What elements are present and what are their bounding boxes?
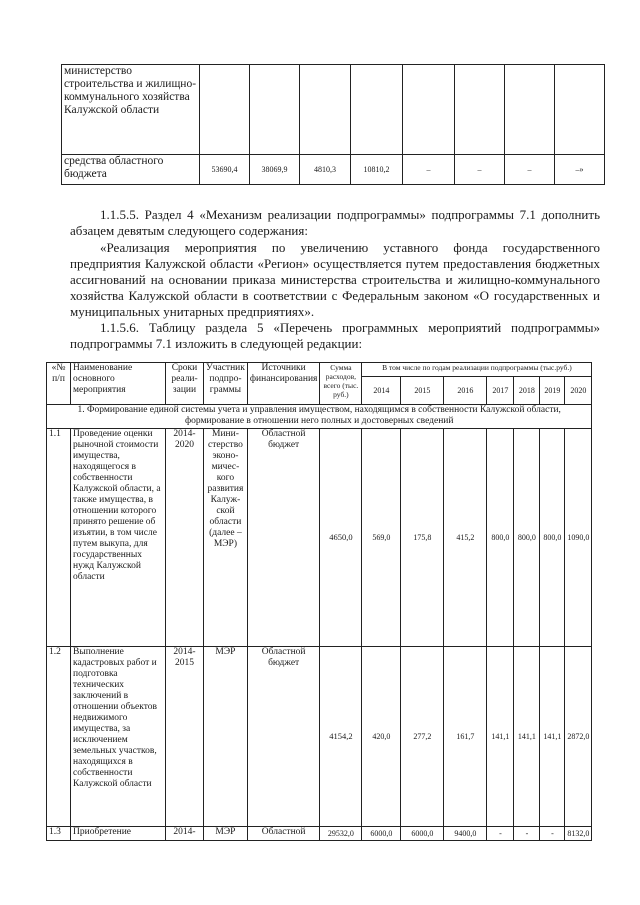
row-year-value: 1090,0 xyxy=(565,429,592,647)
row-participant: МЭР xyxy=(204,647,248,827)
table-row xyxy=(62,155,605,185)
row-num: 1.3 xyxy=(47,827,71,841)
row-year-value: 800,0 xyxy=(487,429,514,647)
header-year: 2016 xyxy=(444,377,487,405)
row-year-value: - xyxy=(540,827,565,841)
row-year-value: - xyxy=(514,827,540,841)
row-name: Проведение оценки рыночной стоимости имущества, находящегося в собственности Калужской области, а также имущества, в отношении которого принято решение об изъятии, в том числе путем выкупа, для государственных нужд Калужской области xyxy=(71,429,166,647)
paragraph-1: 1.1.5.5. Раздел 4 «Механизм реализации подпрограммы» подпрограммы 7.1 дополнить абзацем девятым следующего содержания: xyxy=(70,207,600,238)
section-row xyxy=(47,405,592,429)
row-year-value: 9400,0 xyxy=(444,827,487,841)
table-cell: 10810,2 xyxy=(351,155,403,185)
row-year-value: 6000,0 xyxy=(362,827,401,841)
row-year-value: 569,0 xyxy=(362,429,401,647)
row-year-value: 175,8 xyxy=(401,429,444,647)
header-year: 2014 xyxy=(362,377,401,405)
row-term: 2014- xyxy=(166,827,204,841)
paragraph-3: 1.1.5.6. Таблицу раздела 5 «Перечень программных мероприятий подпрограммы» подпрограммы 7.1 изложить в следующей редакции: xyxy=(70,320,600,351)
row-year-value: 415,2 xyxy=(444,429,487,647)
row-year-value: 141,1 xyxy=(514,647,540,827)
row-year-value: 800,0 xyxy=(514,429,540,647)
row-term: 2014-2015 xyxy=(166,647,204,827)
row-year-value: 2872,0 xyxy=(565,647,592,827)
row-num: 1.1 xyxy=(47,429,71,647)
header-years-span: В том числе по годам реализации подпрограммы (тыс.руб.) xyxy=(362,363,592,377)
previous-table xyxy=(61,64,605,185)
row-year-value: 141,1 xyxy=(540,647,565,827)
table-row xyxy=(47,827,592,841)
header-year: 2017 xyxy=(487,377,514,405)
header-participant: Участник подпро-граммы xyxy=(204,363,248,405)
table-cell: – xyxy=(505,155,555,185)
table-cell: 38069,9 xyxy=(250,155,300,185)
row-sum: 4650,0 xyxy=(320,429,362,647)
header-num: «№ п/п xyxy=(47,363,71,405)
header-sum: Сумма расходов, всего (тыс. руб.) xyxy=(320,363,362,405)
row-term: 2014-2020 xyxy=(166,429,204,647)
table-cell: министерство строительства и жилищно-коммунального хозяйства Калужской области xyxy=(62,65,200,155)
row-source: Областной xyxy=(247,827,320,841)
table-cell: – xyxy=(455,155,505,185)
row-sum: 29532,0 xyxy=(320,827,362,841)
program-measures-table xyxy=(46,362,592,841)
row-year-value: 6000,0 xyxy=(401,827,444,841)
header-year: 2015 xyxy=(401,377,444,405)
row-name: Выполнение кадастровых работ и подготовка технических заключений в отношении объектов недвижимого имущества, за исключением земельных участков, находящихся в собственности Калужской области xyxy=(71,647,166,827)
table-cell: 4810,3 xyxy=(300,155,351,185)
row-source: Областной бюджет xyxy=(247,429,320,647)
table-row xyxy=(62,65,605,155)
paragraph-2: «Реализация мероприятия по увеличению уставного фонда государственного предприятия Калужской области «Регион» осуществляется путем предоставления бюджетных ассигнований на основании приказа министерства строительства и жилищно-коммунального хозяйства Калужской области в соответствии с Федеральным законом «О государственных и муниципальных унитарных предприятиях». xyxy=(70,240,600,319)
header-name: Наименование основного мероприятия xyxy=(71,363,166,405)
header-year: 2020 xyxy=(565,377,592,405)
row-participant: Мини-стерство эконо-мичес-кого развития Калуж-ской области (далее – МЭР) xyxy=(204,429,248,647)
row-sum: 4154,2 xyxy=(320,647,362,827)
header-year: 2019 xyxy=(540,377,565,405)
row-num: 1.2 xyxy=(47,647,71,827)
section-title: 1. Формирование единой системы учета и управления имуществом, находящимся в собственности Калужской области, формирование в отношении него полных и достоверных сведений xyxy=(47,405,592,429)
row-year-value: 8132,0 xyxy=(565,827,592,841)
table-cell: 53690,4 xyxy=(200,155,250,185)
table-cell: –» xyxy=(555,155,605,185)
row-year-value: 420,0 xyxy=(362,647,401,827)
row-year-value: 277,2 xyxy=(401,647,444,827)
row-participant: МЭР xyxy=(204,827,248,841)
header-term: Сроки реали-зации xyxy=(166,363,204,405)
table-cell: – xyxy=(403,155,455,185)
table-cell: средства областного бюджета xyxy=(62,155,200,185)
row-year-value: - xyxy=(487,827,514,841)
row-year-value: 141,1 xyxy=(487,647,514,827)
header-year: 2018 xyxy=(514,377,540,405)
row-year-value: 800,0 xyxy=(540,429,565,647)
row-name: Приобретение xyxy=(71,827,166,841)
table-row xyxy=(47,429,592,647)
table-row xyxy=(47,647,592,827)
header-source: Источники финансирования xyxy=(247,363,320,405)
row-source: Областной бюджет xyxy=(247,647,320,827)
row-year-value: 161,7 xyxy=(444,647,487,827)
table-header-row xyxy=(47,363,592,377)
